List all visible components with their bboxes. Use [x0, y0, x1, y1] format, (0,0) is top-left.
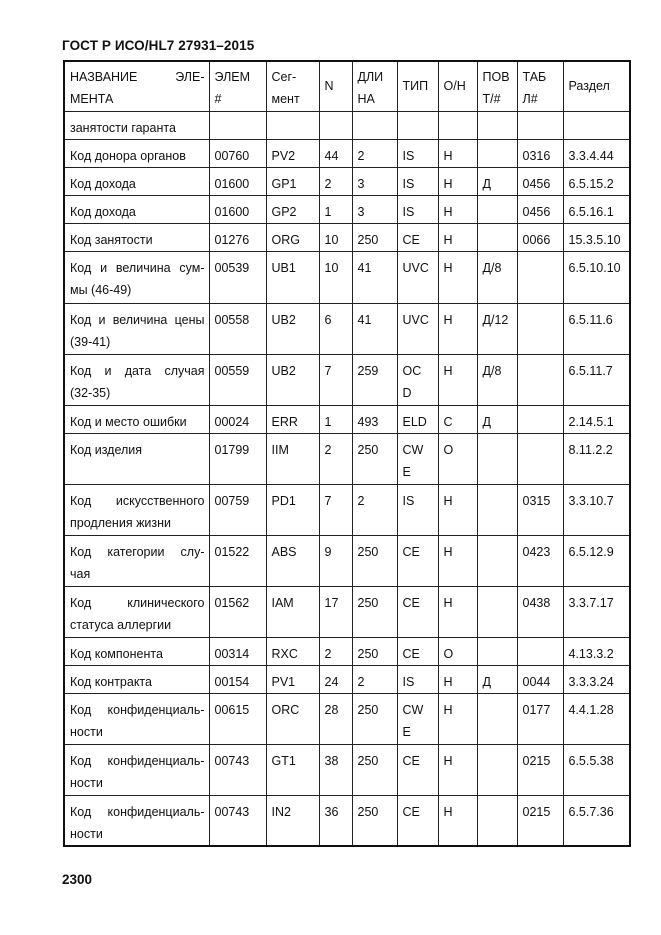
cell-type — [397, 535, 438, 586]
cell-rep: Д/8 — [477, 251, 517, 303]
cell-type-line: IS — [402, 148, 415, 163]
cell-on: Н — [438, 693, 477, 744]
cell-on: Н — [438, 665, 477, 693]
cell-rep — [477, 223, 517, 251]
cell-elem: 00760 — [209, 139, 266, 167]
cell-section: 6.5.10.10 — [563, 251, 630, 303]
cell-type — [397, 354, 438, 405]
cell-type — [397, 586, 438, 637]
element-name-cell — [64, 303, 209, 354]
cell-len — [352, 111, 397, 139]
cell-seg: PV2 — [266, 139, 319, 167]
cell-on: Н — [438, 251, 477, 303]
element-name-cell — [64, 586, 209, 637]
column-header-line: ЭЛЕМ — [214, 70, 251, 84]
column-header-line: НАЗВАНИЕ ЭЛЕ- — [70, 70, 205, 84]
cell-type — [397, 795, 438, 846]
cell-on: Н — [438, 795, 477, 846]
element-name-line: Код конфиденциаль- — [70, 804, 205, 819]
cell-len: 493 — [352, 405, 397, 433]
cell-section: 3.3.7.17 — [563, 586, 630, 637]
element-name-cell — [64, 139, 209, 167]
cell-rep — [477, 433, 517, 484]
table-row — [64, 251, 630, 303]
element-name-line: Код категории слу- — [70, 544, 205, 559]
cell-type — [397, 744, 438, 795]
cell-tbl: 0177 — [517, 693, 563, 744]
cell-on: Н — [438, 484, 477, 535]
cell-len: 250 — [352, 795, 397, 846]
cell-on: Н — [438, 195, 477, 223]
cell-type-line: UVC — [402, 260, 429, 275]
cell-elem: 00759 — [209, 484, 266, 535]
cell-type-line: CE — [402, 646, 420, 661]
cell-tbl: 0456 — [517, 195, 563, 223]
cell-seg: IN2 — [266, 795, 319, 846]
cell-type-line: CE — [402, 544, 420, 559]
cell-len: 250 — [352, 586, 397, 637]
cell-section: 4.13.3.2 — [563, 637, 630, 665]
column-header-line: МЕНТА — [70, 92, 114, 106]
cell-type-line: CE — [402, 753, 420, 768]
cell-type — [397, 167, 438, 195]
cell-len: 250 — [352, 744, 397, 795]
cell-rep — [477, 744, 517, 795]
element-name-line: ности — [70, 724, 103, 739]
cell-seg: UB2 — [266, 303, 319, 354]
element-name-line: мы (46-49) — [70, 282, 132, 297]
cell-tbl: 0044 — [517, 665, 563, 693]
cell-rep — [477, 111, 517, 139]
cell-type — [397, 195, 438, 223]
cell-on: Н — [438, 303, 477, 354]
cell-type — [397, 139, 438, 167]
cell-n: 7 — [319, 484, 352, 535]
element-name-cell — [64, 665, 209, 693]
cell-on: Н — [438, 354, 477, 405]
element-name-line: чая — [70, 566, 91, 581]
cell-n: 9 — [319, 535, 352, 586]
cell-on: О — [438, 433, 477, 484]
element-name-line: (32-35) — [70, 385, 111, 400]
cell-on: О — [438, 637, 477, 665]
cell-tbl — [517, 251, 563, 303]
cell-len: 3 — [352, 195, 397, 223]
cell-n: 44 — [319, 139, 352, 167]
data-elements-table — [63, 60, 631, 847]
page-number: 2300 — [62, 872, 93, 887]
column-header-line: Сег- — [271, 70, 297, 84]
table-row — [64, 795, 630, 846]
cell-type-line: CE — [402, 595, 420, 610]
table-row — [64, 354, 630, 405]
cell-type — [397, 665, 438, 693]
cell-type-line: CE — [402, 804, 420, 819]
cell-elem: 00154 — [209, 665, 266, 693]
table-row — [64, 223, 630, 251]
cell-type-line: D — [402, 385, 412, 400]
cell-elem: 01276 — [209, 223, 266, 251]
cell-rep — [477, 195, 517, 223]
cell-tbl: 0423 — [517, 535, 563, 586]
column-header-line: Раздел — [568, 79, 610, 94]
cell-section — [563, 111, 630, 139]
cell-rep: Д/12 — [477, 303, 517, 354]
element-name-cell — [64, 251, 209, 303]
element-name-line: Код дохода — [70, 176, 136, 191]
cell-n: 28 — [319, 693, 352, 744]
cell-tbl — [517, 405, 563, 433]
table-row — [64, 693, 630, 744]
cell-elem: 00615 — [209, 693, 266, 744]
cell-tbl: 0438 — [517, 586, 563, 637]
cell-type — [397, 251, 438, 303]
element-name-line: занятости гаранта — [70, 120, 176, 135]
cell-type — [397, 405, 438, 433]
cell-type-line: E — [402, 724, 411, 739]
cell-n: 10 — [319, 251, 352, 303]
cell-section: 4.4.1.28 — [563, 693, 630, 744]
column-header-line: НА — [357, 92, 375, 106]
element-name-line: Код донора органов — [70, 148, 186, 163]
cell-on: Н — [438, 744, 477, 795]
cell-seg: ABS — [266, 535, 319, 586]
cell-rep: Д — [477, 405, 517, 433]
element-name-cell — [64, 167, 209, 195]
table-row — [64, 744, 630, 795]
cell-type-line: IS — [402, 674, 415, 689]
column-header-line: ПОВ — [482, 70, 510, 84]
cell-elem: 00743 — [209, 744, 266, 795]
table-row — [64, 433, 630, 484]
cell-tbl: 0066 — [517, 223, 563, 251]
cell-rep — [477, 586, 517, 637]
cell-type — [397, 223, 438, 251]
cell-type-line: CW — [402, 442, 424, 457]
cell-type — [397, 637, 438, 665]
cell-section: 6.5.5.38 — [563, 744, 630, 795]
cell-section: 6.5.11.6 — [563, 303, 630, 354]
element-name-cell — [64, 795, 209, 846]
cell-type-line: IS — [402, 493, 415, 508]
element-name-line: Код контракта — [70, 674, 152, 689]
cell-len: 41 — [352, 251, 397, 303]
cell-type-line: UVC — [402, 312, 429, 327]
cell-elem: 01600 — [209, 167, 266, 195]
cell-len: 250 — [352, 535, 397, 586]
element-name-cell — [64, 223, 209, 251]
cell-n: 1 — [319, 405, 352, 433]
column-header — [438, 61, 477, 111]
column-header — [352, 61, 397, 111]
column-header-line: N — [324, 79, 334, 94]
table-row — [64, 195, 630, 223]
element-name-line: Код компонента — [70, 646, 163, 661]
cell-on: Н — [438, 167, 477, 195]
cell-elem: 00559 — [209, 354, 266, 405]
cell-tbl: 0316 — [517, 139, 563, 167]
cell-seg: ORG — [266, 223, 319, 251]
cell-n: 38 — [319, 744, 352, 795]
column-header — [563, 61, 630, 111]
table-row — [64, 139, 630, 167]
cell-section: 3.3.3.24 — [563, 665, 630, 693]
cell-n: 2 — [319, 167, 352, 195]
cell-len: 250 — [352, 693, 397, 744]
cell-seg: GT1 — [266, 744, 319, 795]
cell-len: 41 — [352, 303, 397, 354]
cell-rep — [477, 139, 517, 167]
element-name-cell — [64, 195, 209, 223]
element-name-line: ности — [70, 826, 103, 841]
cell-type-line: OC — [402, 363, 422, 378]
cell-rep: Д — [477, 167, 517, 195]
column-header-line: # — [214, 92, 222, 106]
cell-rep — [477, 693, 517, 744]
cell-tbl: 0315 — [517, 484, 563, 535]
cell-elem: 00024 — [209, 405, 266, 433]
element-name-cell — [64, 354, 209, 405]
element-name-cell — [64, 693, 209, 744]
element-name-cell — [64, 405, 209, 433]
cell-seg: GP1 — [266, 167, 319, 195]
cell-type — [397, 433, 438, 484]
cell-n: 17 — [319, 586, 352, 637]
element-name-line: Код и дата случая — [70, 363, 205, 378]
element-name-line: Код и величина сум- — [70, 260, 205, 275]
cell-type-line: ELD — [402, 414, 427, 429]
cell-section: 8.11.2.2 — [563, 433, 630, 484]
column-header — [266, 61, 319, 111]
element-name-line: продления жизни — [70, 515, 172, 530]
element-name-cell — [64, 433, 209, 484]
cell-seg: IAM — [266, 586, 319, 637]
element-name-cell — [64, 484, 209, 535]
cell-tbl — [517, 637, 563, 665]
column-header-line: Т/# — [482, 92, 501, 106]
cell-type — [397, 484, 438, 535]
cell-elem: 00314 — [209, 637, 266, 665]
cell-seg: UB1 — [266, 251, 319, 303]
cell-n: 6 — [319, 303, 352, 354]
cell-elem: 01522 — [209, 535, 266, 586]
element-name-line: Код и величина цены — [70, 312, 205, 327]
cell-type-line: E — [402, 464, 411, 479]
cell-rep — [477, 484, 517, 535]
cell-rep — [477, 795, 517, 846]
cell-len: 2 — [352, 665, 397, 693]
cell-tbl — [517, 111, 563, 139]
cell-seg: ORC — [266, 693, 319, 744]
table-row — [64, 111, 630, 139]
cell-seg: PD1 — [266, 484, 319, 535]
cell-elem: 00558 — [209, 303, 266, 354]
cell-seg: RXC — [266, 637, 319, 665]
cell-on — [438, 111, 477, 139]
element-name-line: Код дохода — [70, 204, 136, 219]
cell-n: 2 — [319, 433, 352, 484]
cell-type — [397, 111, 438, 139]
cell-type-line: IS — [402, 204, 415, 219]
cell-on: С — [438, 405, 477, 433]
cell-n: 7 — [319, 354, 352, 405]
cell-len: 3 — [352, 167, 397, 195]
element-name-cell — [64, 744, 209, 795]
element-name-line: Код искусственного — [70, 493, 205, 508]
cell-section: 6.5.15.2 — [563, 167, 630, 195]
column-header — [397, 61, 438, 111]
table-row — [64, 586, 630, 637]
cell-elem: 01600 — [209, 195, 266, 223]
element-name-cell — [64, 111, 209, 139]
cell-rep — [477, 535, 517, 586]
cell-elem: 00743 — [209, 795, 266, 846]
cell-tbl — [517, 303, 563, 354]
cell-type-line: CW — [402, 702, 424, 717]
cell-len: 250 — [352, 433, 397, 484]
cell-len: 250 — [352, 223, 397, 251]
cell-seg: UB2 — [266, 354, 319, 405]
element-name-line: Код изделия — [70, 442, 143, 457]
cell-len: 2 — [352, 484, 397, 535]
cell-elem: 01799 — [209, 433, 266, 484]
cell-on: Н — [438, 223, 477, 251]
table-row — [64, 637, 630, 665]
cell-rep — [477, 637, 517, 665]
element-name-line: статуса аллергии — [70, 617, 172, 632]
table-row — [64, 167, 630, 195]
cell-seg: GP2 — [266, 195, 319, 223]
cell-elem — [209, 111, 266, 139]
cell-section: 6.5.16.1 — [563, 195, 630, 223]
cell-len: 259 — [352, 354, 397, 405]
column-header — [319, 61, 352, 111]
table-header-row — [64, 61, 630, 111]
element-name-line: ности — [70, 775, 103, 790]
cell-seg — [266, 111, 319, 139]
table-row — [64, 484, 630, 535]
cell-section: 6.5.11.7 — [563, 354, 630, 405]
cell-section: 6.5.7.36 — [563, 795, 630, 846]
table-row — [64, 405, 630, 433]
cell-n: 10 — [319, 223, 352, 251]
cell-section: 15.3.5.10 — [563, 223, 630, 251]
cell-type — [397, 303, 438, 354]
cell-on: Н — [438, 535, 477, 586]
table-row — [64, 303, 630, 354]
cell-type-line: CE — [402, 232, 420, 247]
element-name-line: Код конфиденциаль- — [70, 753, 205, 768]
element-name-line: Код и место ошибки — [70, 414, 187, 429]
column-header-line: мент — [271, 92, 300, 106]
cell-seg: ERR — [266, 405, 319, 433]
element-name-line: Код конфиденциаль- — [70, 702, 205, 717]
cell-n: 2 — [319, 637, 352, 665]
cell-on: Н — [438, 139, 477, 167]
cell-section: 2.14.5.1 — [563, 405, 630, 433]
element-name-cell — [64, 535, 209, 586]
column-header-line: Л# — [522, 92, 538, 106]
cell-n: 1 — [319, 195, 352, 223]
element-name-cell — [64, 637, 209, 665]
cell-seg: IIM — [266, 433, 319, 484]
column-header — [477, 61, 517, 111]
cell-section: 3.3.4.44 — [563, 139, 630, 167]
cell-rep: Д — [477, 665, 517, 693]
table-row — [64, 535, 630, 586]
table-row — [64, 665, 630, 693]
column-header — [64, 61, 209, 111]
cell-type-line: IS — [402, 176, 415, 191]
cell-len: 250 — [352, 637, 397, 665]
cell-elem: 00539 — [209, 251, 266, 303]
cell-tbl — [517, 354, 563, 405]
cell-tbl: 0215 — [517, 744, 563, 795]
column-header — [209, 61, 266, 111]
column-header-line: О/Н — [443, 79, 466, 94]
cell-tbl — [517, 433, 563, 484]
column-header-line: ТАБ — [522, 70, 547, 84]
cell-tbl: 0215 — [517, 795, 563, 846]
element-name-line: (39-41) — [70, 334, 111, 349]
element-name-line: Код клинического — [70, 595, 205, 610]
cell-n: 36 — [319, 795, 352, 846]
element-name-line: Код занятости — [70, 232, 153, 247]
column-header — [517, 61, 563, 111]
cell-seg: PV1 — [266, 665, 319, 693]
cell-section: 3.3.10.7 — [563, 484, 630, 535]
column-header-line: ТИП — [402, 79, 429, 94]
cell-section: 6.5.12.9 — [563, 535, 630, 586]
cell-n — [319, 111, 352, 139]
cell-rep: Д/8 — [477, 354, 517, 405]
cell-type — [397, 693, 438, 744]
cell-elem: 01562 — [209, 586, 266, 637]
cell-len: 2 — [352, 139, 397, 167]
cell-on: Н — [438, 586, 477, 637]
document-header: ГОСТ Р ИСО/HL7 27931–2015 — [62, 38, 255, 53]
cell-n: 24 — [319, 665, 352, 693]
column-header-line: ДЛИ — [357, 70, 384, 84]
cell-tbl: 0456 — [517, 167, 563, 195]
